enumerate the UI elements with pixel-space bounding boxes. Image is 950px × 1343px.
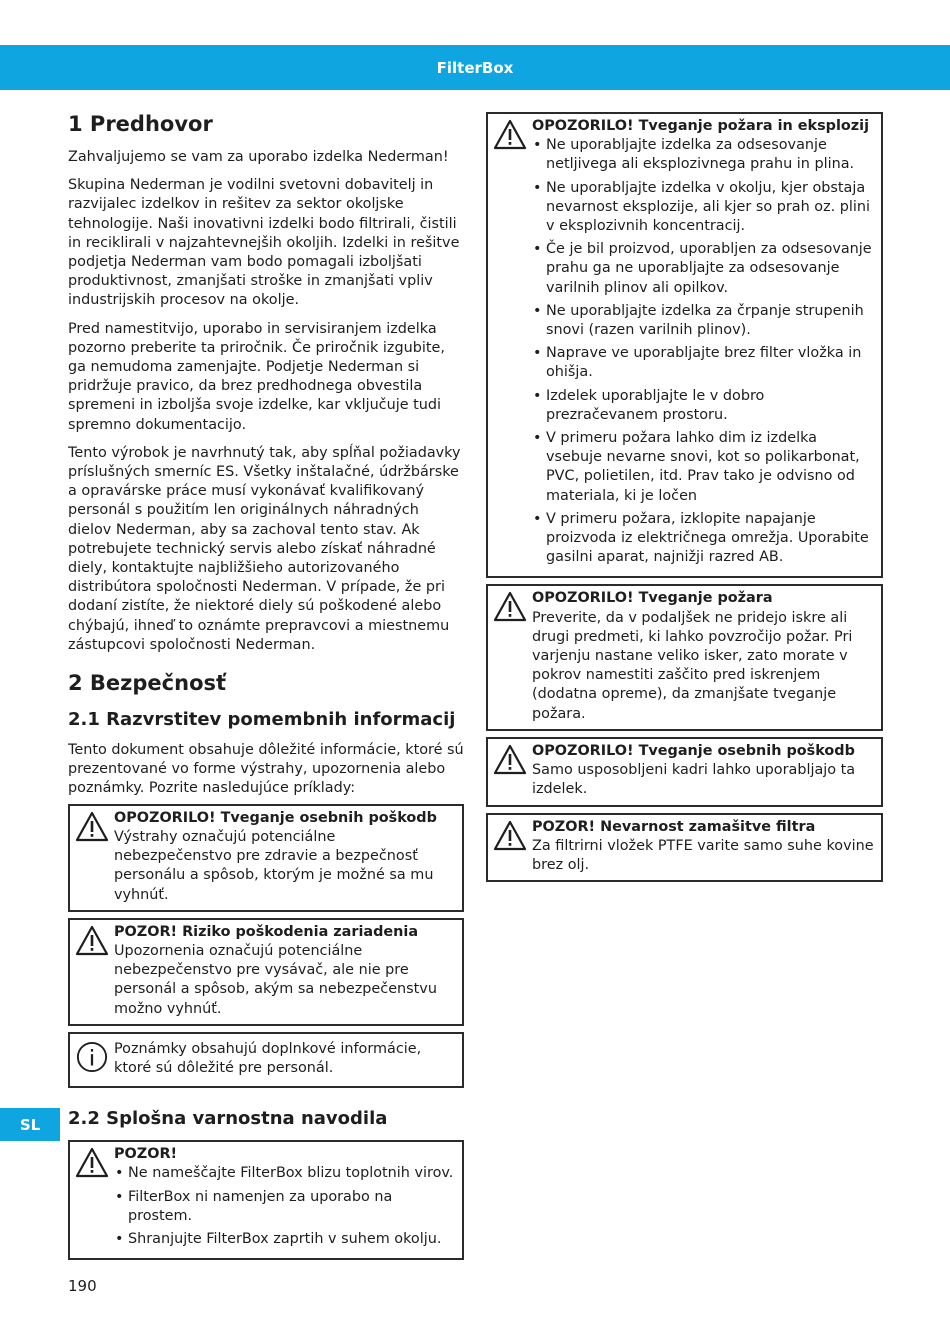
- caution-box: [68, 1140, 464, 1260]
- paragraph: Tento dokument obsahuje dôležité informácie, ktoré sú prezentované vo forme výstrahy, upozornenia alebo poznámky. Pozrite nasledujúce príklady:: [68, 742, 464, 797]
- paragraph: Pred namestitvijo, uporabo in servisiranjem izdelka pozorno preberite ta priročnik. Če priročnik izgubite, ga nemudoma zamenjajte. Podjetje Nederman si pridržuje pravico, da brez predhodnega obvestila spremeni in izboljša svoje izdelke, kar vključuje tudi spremno dokumentacijo.: [68, 320, 445, 433]
- warning-box: [486, 737, 883, 807]
- bullet-list: [114, 1164, 456, 1249]
- warning-triangle-icon: [75, 1147, 109, 1179]
- section-2-1-heading: 2.1 Razvrstitev pomembnih informacij: [68, 709, 456, 731]
- warning-box: [486, 112, 883, 578]
- warning-triangle-icon: [75, 811, 109, 843]
- warning-triangle-icon: [493, 591, 527, 623]
- list-item: • Ne nameščajte FilterBox blizu toplotnih virov.: [114, 1164, 456, 1183]
- box-text: Poznámky obsahujú doplnkové informácie, ktoré sú dôležité pre personál.: [114, 1040, 422, 1076]
- section-1-heading: 1 Predhovor: [68, 112, 213, 136]
- paragraph: Tento výrobok je navrhnutý tak, aby spĺňal požiadavky príslušných smerníc ES. Všetky inštalačné, údržbárske a opravárske práce musí vykonávať kvalifikovaný personál s použitím len originálnych náhradných dielov Nederman, aby sa zachoval tento stav. Ak potrebujete technický servis alebo získať náhradné diely, kontaktujte najbližšieho autorizovaného distribútora spoločnosti Nederman. V prípade, že pri dodaní zistíte, že niektoré diely sú poškodené alebo chýbajú, ihneď to oznámte prepravcovi a miestnemu zástupcovi spoločnosti Nederman.: [68, 444, 461, 653]
- warning-triangle-icon: [75, 925, 109, 957]
- list-item: • FilterBox ni namenjen za uporabo na prostem.: [114, 1188, 456, 1226]
- section-2-heading: 2 Bezpečnosť: [68, 671, 227, 696]
- caution-box: [486, 813, 883, 883]
- language-tab: SL: [0, 1108, 60, 1141]
- list-item: • V primeru požara, izklopite napajanje proizvoda iz električnega omrežja. Uporabite gasilni aparat, najnižji razred AB.: [532, 510, 875, 568]
- box-title: OPOZORILO! Tveganje osebnih poškodb: [114, 809, 437, 826]
- paragraph: Zahvaljujemo se vam za uporabo izdelka Nederman!: [68, 149, 449, 165]
- warning-box: [486, 584, 883, 730]
- list-item: • Ne uporabljajte izdelka za črpanje strupenih snovi (razen varilnih plinov).: [532, 302, 875, 340]
- box-text: Výstrahy označujú potenciálne nebezpečenstvo pre zdravie a bezpečnosť personálu a spôsob, ktorým je možné sa mu vyhnúť.: [114, 828, 434, 903]
- page-number: 190: [68, 1277, 97, 1295]
- caution-box: [68, 918, 464, 1026]
- box-text: Za filtrirni vložek PTFE varite samo suhe kovine brez olj.: [532, 837, 874, 873]
- box-text: Preverite, da v podaljšek ne pridejo iskre ali drugi predmeti, ki lahko povzročijo požar. Pri varjenju nastane veliko isker, zato morate v pokrov namestiti zaščito pred iskrenjem (dodatna opreme), da zmanjšate tveganje požara.: [532, 609, 853, 722]
- warning-triangle-icon: [493, 820, 527, 852]
- header-bar: [0, 45, 950, 90]
- list-item: • Izdelek uporabljajte le v dobro prezračevanem prostoru.: [532, 387, 875, 425]
- list-item: • Ne uporabljajte izdelka za odsesovanje netljivega ali eksplozivnega prahu in plina.: [532, 136, 875, 174]
- list-item: • Naprave ve uporabljajte brez filter vložka in ohišja.: [532, 344, 875, 382]
- box-title: OPOZORILO! Tveganje požara in eksplozij: [532, 118, 870, 134]
- paragraph: Skupina Nederman je vodilni svetovni dobavitelj in razvijalec izdelkov in rešitev za sektor okoljske tehnologije. Naši inovativni izdelki bodo filtrirali, čistili in reciklirali v najzahtevnejših okoljih. Izdelki in rešitve podjetja Nederman vam bodo pomagali izboljšati produktivnost, zmanjšati stroške in zmanjšati vpliv industrijskih procesov na okolje.: [68, 177, 460, 309]
- section-2-2-heading: 2.2 Splošna varnostna navodila: [68, 1108, 388, 1130]
- box-title: POZOR!: [114, 1146, 178, 1163]
- bullet-list: [532, 136, 875, 567]
- box-title: POZOR! Riziko poškodenia zariadenia: [114, 923, 419, 940]
- box-title: POZOR! Nevarnost zamašitve filtra: [532, 818, 816, 835]
- warning-triangle-icon: [493, 119, 527, 151]
- left-column: [68, 112, 464, 1266]
- box-text: Upozornenia označujú potenciálne nebezpečenstvo pre vysávač, ale nie pre personál a spôsob, akým sa nebezpečenstvu možno vyhnúť.: [114, 942, 437, 1017]
- header-title: FilterBox: [436, 58, 514, 77]
- warning-triangle-icon: [493, 744, 527, 776]
- list-item: • V primeru požara lahko dim iz izdelka vsebuje nevarne snovi, kot so polikarbonat, PVC, polietilen, itd. Prav tako je odvisno od materiala, ki je ločen: [532, 429, 875, 506]
- list-item: • Ne uporabljajte izdelka v okolju, kjer obstaja nevarnost eksplozije, ali kjer so prah oz. plini v eksplozivnih koncentracij.: [532, 179, 875, 237]
- right-column: [486, 112, 883, 888]
- box-title: OPOZORILO! Tveganje osebnih poškodb: [532, 742, 855, 759]
- box-text: Samo usposobljeni kadri lahko uporabljajo ta izdelek.: [532, 762, 856, 798]
- warning-box: [68, 804, 464, 912]
- list-item: • Če je bil proizvod, uporabljen za odsesovanje prahu ga ne uporabljajte za odsesovanje varilnih plinov ali opilkov.: [532, 240, 875, 298]
- info-circle-icon: [75, 1041, 109, 1073]
- box-title: OPOZORILO! Tveganje požara: [532, 590, 773, 607]
- list-item: • Shranjujte FilterBox zaprtih v suhem okolju.: [114, 1230, 456, 1249]
- note-box: [68, 1032, 464, 1088]
